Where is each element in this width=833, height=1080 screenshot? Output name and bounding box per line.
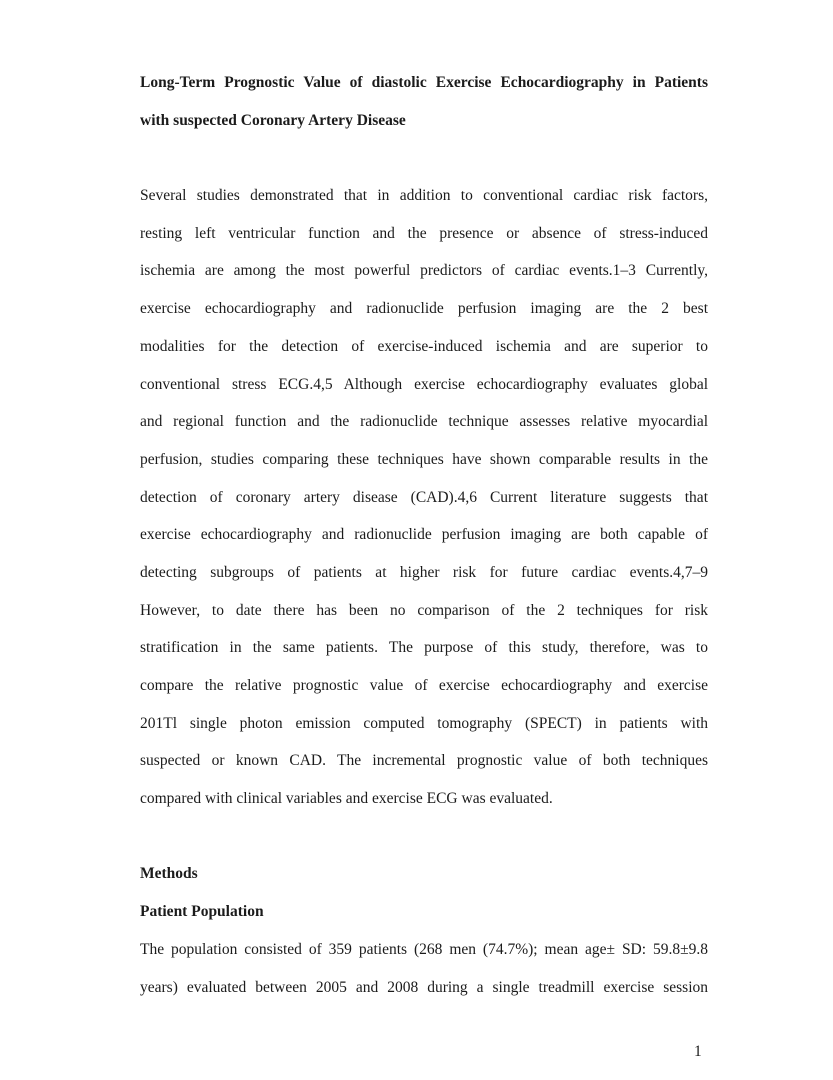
page-number: 1 [694,1043,702,1060]
text-line: Several studies demonstrated that in addition to conventional cardiac risk factors, [140,187,708,205]
blank-line [140,818,708,856]
paper-title [140,64,708,139]
text-line: exercise echocardiography and radionuclide perfusion imaging are both capable of [140,526,708,544]
text-line: and regional function and the radionuclide technique assesses relative myocardial [140,413,708,431]
methods-heading: Methods [140,865,198,883]
text-line: The population consisted of 359 patients (268 men (74.7%); mean age± SD: 59.8±9.8 [140,940,708,958]
text-line: suspected or known CAD. The incremental prognostic value of both techniques [140,752,708,770]
patient-population-subheading: Patient Population [140,903,264,921]
text-line: conventional stress ECG.4,5 Although exercise echocardiography evaluates global [140,375,708,393]
text-line: ischemia are among the most powerful predictors of cardiac events.1–3 Currently, [140,262,708,280]
blank-line [140,139,708,177]
text-line: stratification in the same patients. The purpose of this study, therefore, was to [140,639,708,657]
text-line: compared with clinical variables and exercise ECG was evaluated. [140,790,553,808]
text-line: detecting subgroups of patients at higher risk for future cardiac events.4,7–9 [140,563,708,581]
intro-paragraph [140,177,708,818]
text-line: 201Tl single photon emission computed tomography (SPECT) in patients with [140,714,708,732]
text-line: perfusion, studies comparing these techniques have shown comparable results in the [140,450,708,468]
text-line: years) evaluated between 2005 and 2008 during a single treadmill exercise session [140,978,708,996]
text-line: exercise echocardiography and radionuclide perfusion imaging are the 2 best [140,300,708,318]
page-content [140,64,708,1006]
text-line: Long-Term Prognostic Value of diastolic Exercise Echocardiography in Patients [140,74,708,91]
text-line: modalities for the detection of exercise-induced ischemia and are superior to [140,337,708,355]
patient-population-paragraph [140,931,708,1006]
text-line: with suspected Coronary Artery Disease [140,111,406,129]
text-line: However, to date there has been no comparison of the 2 techniques for risk [140,601,708,619]
text-line: detection of coronary artery disease (CAD).4,6 Current literature suggests that [140,488,708,506]
text-line: resting left ventricular function and the presence or absence of stress-induced [140,224,708,242]
text-line: compare the relative prognostic value of exercise echocardiography and exercise [140,677,708,694]
